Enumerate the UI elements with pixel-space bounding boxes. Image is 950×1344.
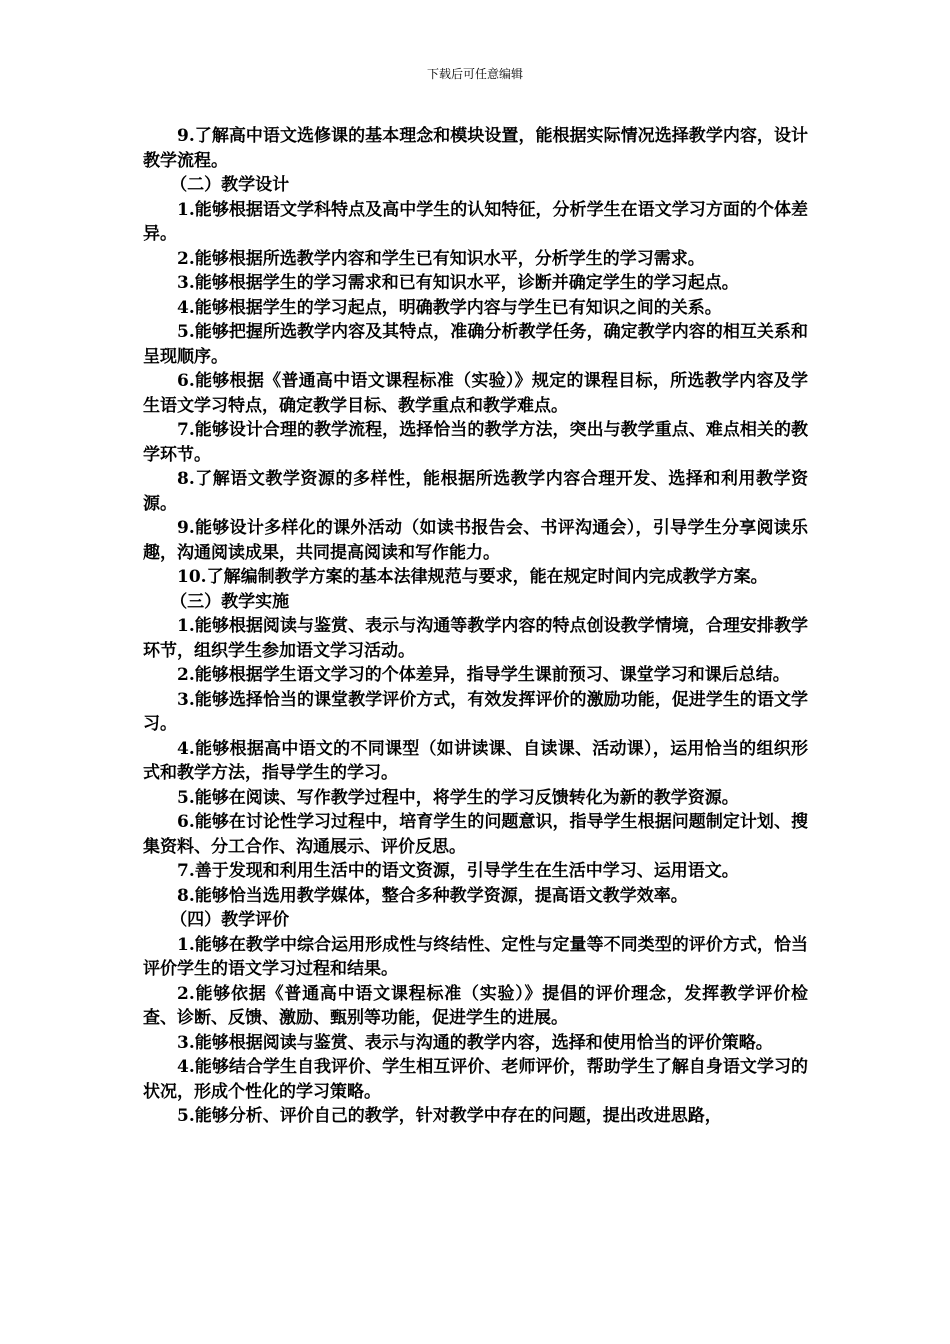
paragraph: 4.能够根据学生的学习起点，明确教学内容与学生已有知识之间的关系。 [177,297,722,318]
paragraph: 2.能够根据学生语文学习的个体差异，指导学生课前预习、课堂学习和课后总结。 [177,665,790,685]
paragraph: 1.能够根据语文学科特点及高中学生的认知特征，分析学生在语文学习方面的个体差异。 [143,199,808,244]
paragraph: 5.能够把握所选教学内容及其特点，准确分析教学任务，确定教学内容的相互关系和呈现顺序。 [143,322,808,367]
paragraph: 2.能够依据《普通高中语文课程标准（实验）》提倡的评价理念，发挥教学评价检查、诊断、反馈、激励、甄别等功能，促进学生的进展。 [143,983,808,1028]
paragraph: 1.能够在教学中综合运用形成性与终结性、定性与定量等不同类型的评价方式，恰当评价学生的语文学习过程和结果。 [143,934,808,979]
paragraph: 3.能够根据学生的学习需求和已有知识水平，诊断并确定学生的学习起点。 [177,273,739,293]
paragraph: 3.能够根据阅读与鉴赏、表示与沟通的教学内容，选择和使用恰当的评价策略。 [177,1032,773,1053]
paragraph: 8.能够恰当选用教学媒体，整合多种教学资源，提高语文教学效率。 [177,885,688,906]
paragraph: 6.能够在讨论性学习过程中，培育学生的问题意识，指导学生根据问题制定计划、搜集资料、分工合作、沟通展示、评价反思。 [143,812,808,857]
paragraph: 7.能够设计合理的教学流程，选择恰当的教学方法，突出与教学重点、难点相关的教学环节。 [143,420,808,465]
paragraph: 5.能够分析、评价自己的教学，针对教学中存在的问题，提出改进思路， [177,1106,722,1126]
document-body [143,124,808,1129]
paragraph: 8.了解语文教学资源的多样性，能根据所选教学内容合理开发、选择和利用教学资源。 [143,469,808,514]
paragraph: 4.能够结合学生自我评价、学生相互评价、老师评价，帮助学生了解自身语文学习的状况，形成个性化的学习策略。 [143,1057,808,1102]
paragraph: 9.能够设计多样化的课外活动（如读书报告会、书评沟通会），引导学生分享阅读乐趣，沟通阅读成果，共同提高阅读和写作能力。 [143,518,808,563]
section-heading: （二）教学设计 [170,175,290,195]
section-heading: （四）教学评价 [170,910,290,930]
page-header: 下载后可任意编辑 [426,67,523,81]
paragraph: 5.能够在阅读、写作教学过程中，将学生的学习反馈转化为新的教学资源。 [177,787,739,808]
paragraph: 9.了解高中语文选修课的基本理念和模块设置，能根据实际情况选择教学内容，设计教学流程。 [143,126,808,171]
paragraph: 1.能够根据阅读与鉴赏、表示与沟通等教学内容的特点创设教学情境，合理安排教学环节，组织学生参加语文学习活动。 [143,616,808,661]
paragraph: 3.能够选择恰当的课堂教学评价方式，有效发挥评价的激励功能，促进学生的语文学习。 [143,689,808,734]
paragraph: 7.善于发现和利用生活中的语文资源，引导学生在生活中学习、运用语文。 [177,861,739,881]
paragraph: 2.能够根据所选教学内容和学生已有知识水平，分析学生的学习需求。 [177,248,705,269]
paragraph: 4.能够根据高中语文的不同课型（如讲读课、自读课、活动课），运用恰当的组织形式和教学方法，指导学生的学习。 [143,738,808,783]
paragraph: 6.能够根据《普通高中语文课程标准（实验）》规定的课程目标，所选教学内容及学生语文学习特点，确定教学目标、教学重点和教学难点。 [143,371,808,416]
section-heading: （三）教学实施 [170,591,290,612]
paragraph: 10.了解编制教学方案的基本法律规范与要求，能在规定时间内完成教学方案。 [177,567,768,587]
